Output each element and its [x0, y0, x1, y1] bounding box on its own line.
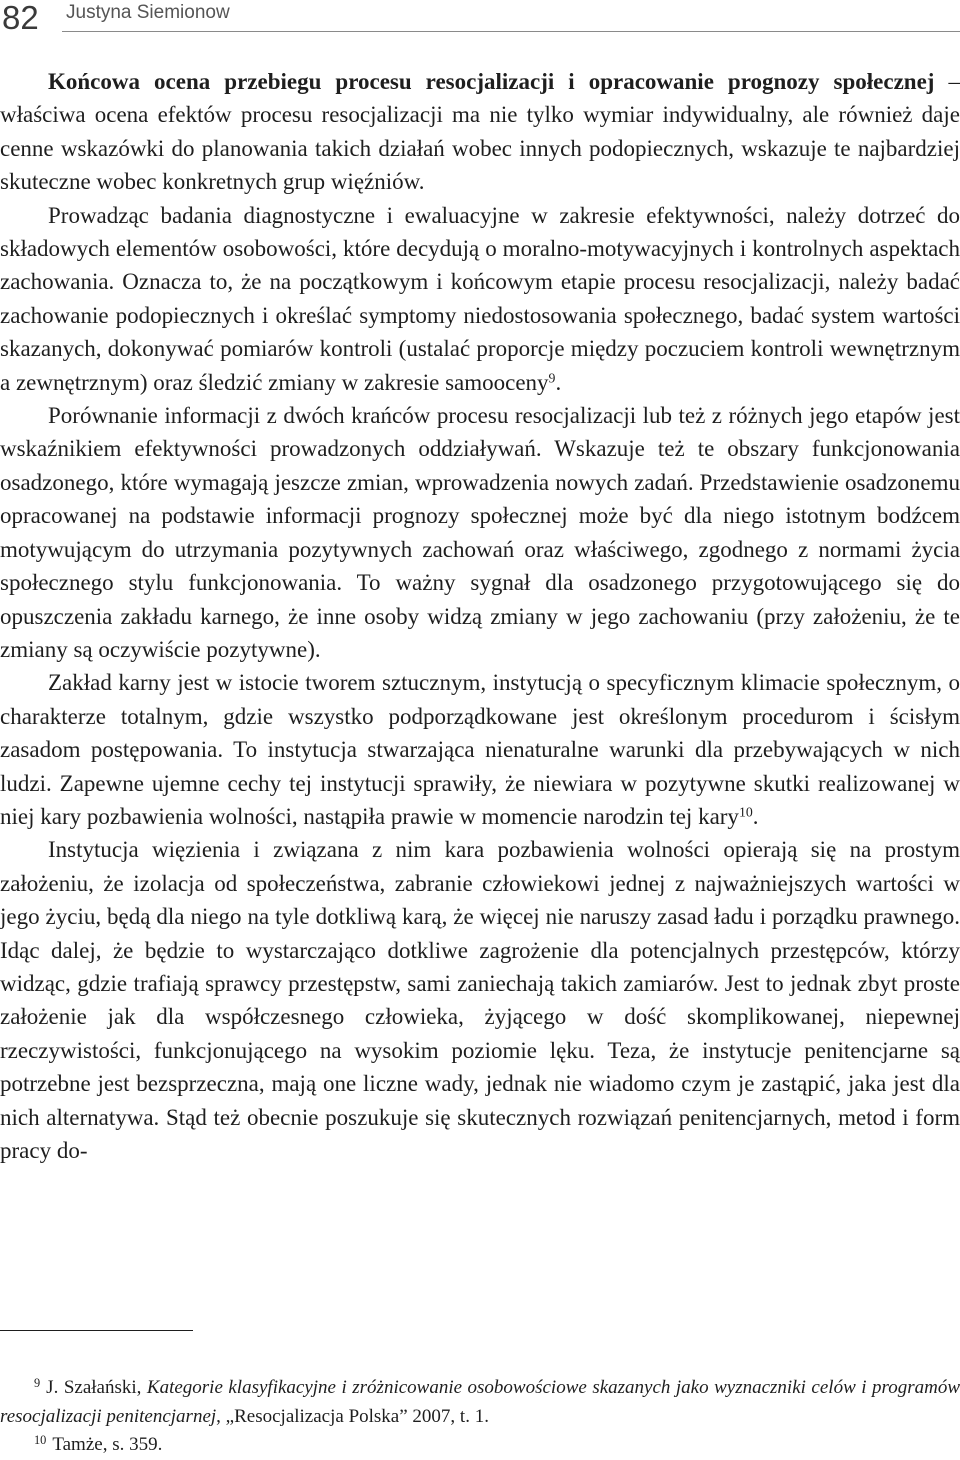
paragraph-2-text: Prowadząc badania diagnostyczne i ewaluacyjne w zakresie efektywności, należy dotrzeć do składowych elementów osobowości, które decydują o moralno-motywacyjnych i kontrolnych aspektach zachowania. Oznacza to, że na początkowym i końcowym etapie procesu resocjalizacji, należy badać zachowanie podopiecznych i określać symptomy niedostosowania społecznego, badać system wartości skazanych, dokonywać pomiarów kontroli (ustalać proporcje między poczuciem kontroli wewnętrznym a zewnętrznym) oraz śledzić zmiany w zakresie samooceny: [0, 202, 960, 395]
footnote-9-title: Kategorie klasyfikacyjne i zróżnicowanie osobowościowe skazanych jako wyznaczniki celów i programów resocjalizacji penitencjarnej: [0, 1377, 960, 1427]
footnote-9: [0, 1374, 960, 1431]
paragraph-4-end: .: [752, 803, 759, 829]
paragraph-3: [0, 399, 960, 666]
footnotes: [0, 1374, 960, 1460]
footnote-10: [0, 1431, 960, 1460]
footnote-separator: [0, 1330, 193, 1331]
footnote-ref-9[interactable]: 9: [548, 370, 556, 386]
paragraph-5-text: Instytucja więzienia i związana z nim kara pozbawienia wolności opierają się na prostym założeniu, że izolacja od społeczeństwa, zabranie człowiekowi jednej z najważniejszych wartości w jego życiu, będą dla niego na tyle dotkliwą karą, że więcej nie naruszy zasad ładu i porządku prawnego. Idąc dalej, że będzie to wystarczająco dotkliwe zagrożenie dla potencjalnych przestępców, którzy widząc, gdzie trafiają sprawcy przestępstw, sami zaniechają takich zamiarów. Jest to jednak zbyt proste założenie jak dla współczesnego człowieka, żyjącego w dość skomplikowanej, niepewnej rzeczywistości, funkcjonującego na wysokim poziomie lęku. Teza, że instytucje penitencjarne są potrzebne jest bezsprzeczna, mają one liczne wady, jednak nie wiadomo czym je zastąpić, jaka jest dla nich alternatywa. Stąd też obecnie poszukuje się skutecznych rozwiązań penitencjarnych, metod i form pracy do-: [0, 837, 960, 1163]
bold-lead-phrase: Końcowa ocena przebiegu procesu resocjalizacji i opracowanie prognozy społecznej: [48, 69, 935, 94]
footnote-9-author: J. Szałański,: [46, 1377, 147, 1398]
footnote-ref-10[interactable]: 10: [738, 804, 753, 820]
main-text: [0, 65, 960, 1167]
page-number: 82: [2, 0, 39, 36]
header-rule: [62, 31, 960, 32]
paragraph-4-text: Zakład karny jest w istocie tworem sztucznym, instytucją o specyficznym klimacie społecznym, o charakterze totalnym, gdzie wszystko podporządkowane jest określonym procedurom i ścisłym zasadom postępowania. To instytucja stwarzająca nienaturalne warunki dla przebywających w nich ludzi. Zapewne ujemne cechy tej instytucji sprawiły, że niewiara w pozytywne skutki realizowanej w niej kary pozbawienia wolności, nastąpiła prawie w momencie narodzin tej kary: [0, 670, 960, 829]
paragraph-4: [0, 666, 960, 833]
running-header-author: Justyna Siemionow: [66, 2, 230, 23]
footnote-9-source: , „Resocjalizacja Polska” 2007, t. 1.: [216, 1405, 489, 1427]
footnote-9-number: 9: [34, 1376, 41, 1391]
paragraph-2-end: .: [555, 369, 562, 395]
running-header: [0, 0, 960, 40]
paragraph-1-text: – właściwa ocena efektów procesu resocjalizacji ma nie tylko wymiar indywidualny, ale również daje cenne wskazówki do planowania takich działań wobec innych podopiecznych, wskazuje te najbardziej skuteczne wobec konkretnych grup więźniów.: [0, 69, 960, 195]
paragraph-2: [0, 199, 960, 399]
footnote-10-text: Tamże, s. 359.: [52, 1434, 163, 1455]
paragraph-3-text: Porównanie informacji z dwóch krańców procesu resocjalizacji lub też z różnych jego etapów jest wskaźnikiem efektywności prowadzonych oddziaływań. Wskazuje też te obszary funkcjonowania osadzonego, które wymagają jeszcze zmian, wprowadzenia nowych zadań. Przedstawienie osadzonemu opracowanej na podstawie informacji prognozy społecznej może być dla niego istotnym bodźcem motywującym do utrzymania pozytywnych zachowań oraz właściwego, zgodnego z normami życia społecznego stylu funkcjonowania. To ważny sygnał dla osadzonego przygotowującego się do opuszczenia zakładu karnego, że inne osoby widzą zmiany w jego zachowaniu (przy założeniu, że te zmiany są oczywiście pozytywne).: [0, 403, 960, 662]
footnote-10-number: 10: [34, 1433, 47, 1448]
paragraph-5: [0, 833, 960, 1167]
paragraph-1: [0, 65, 960, 199]
